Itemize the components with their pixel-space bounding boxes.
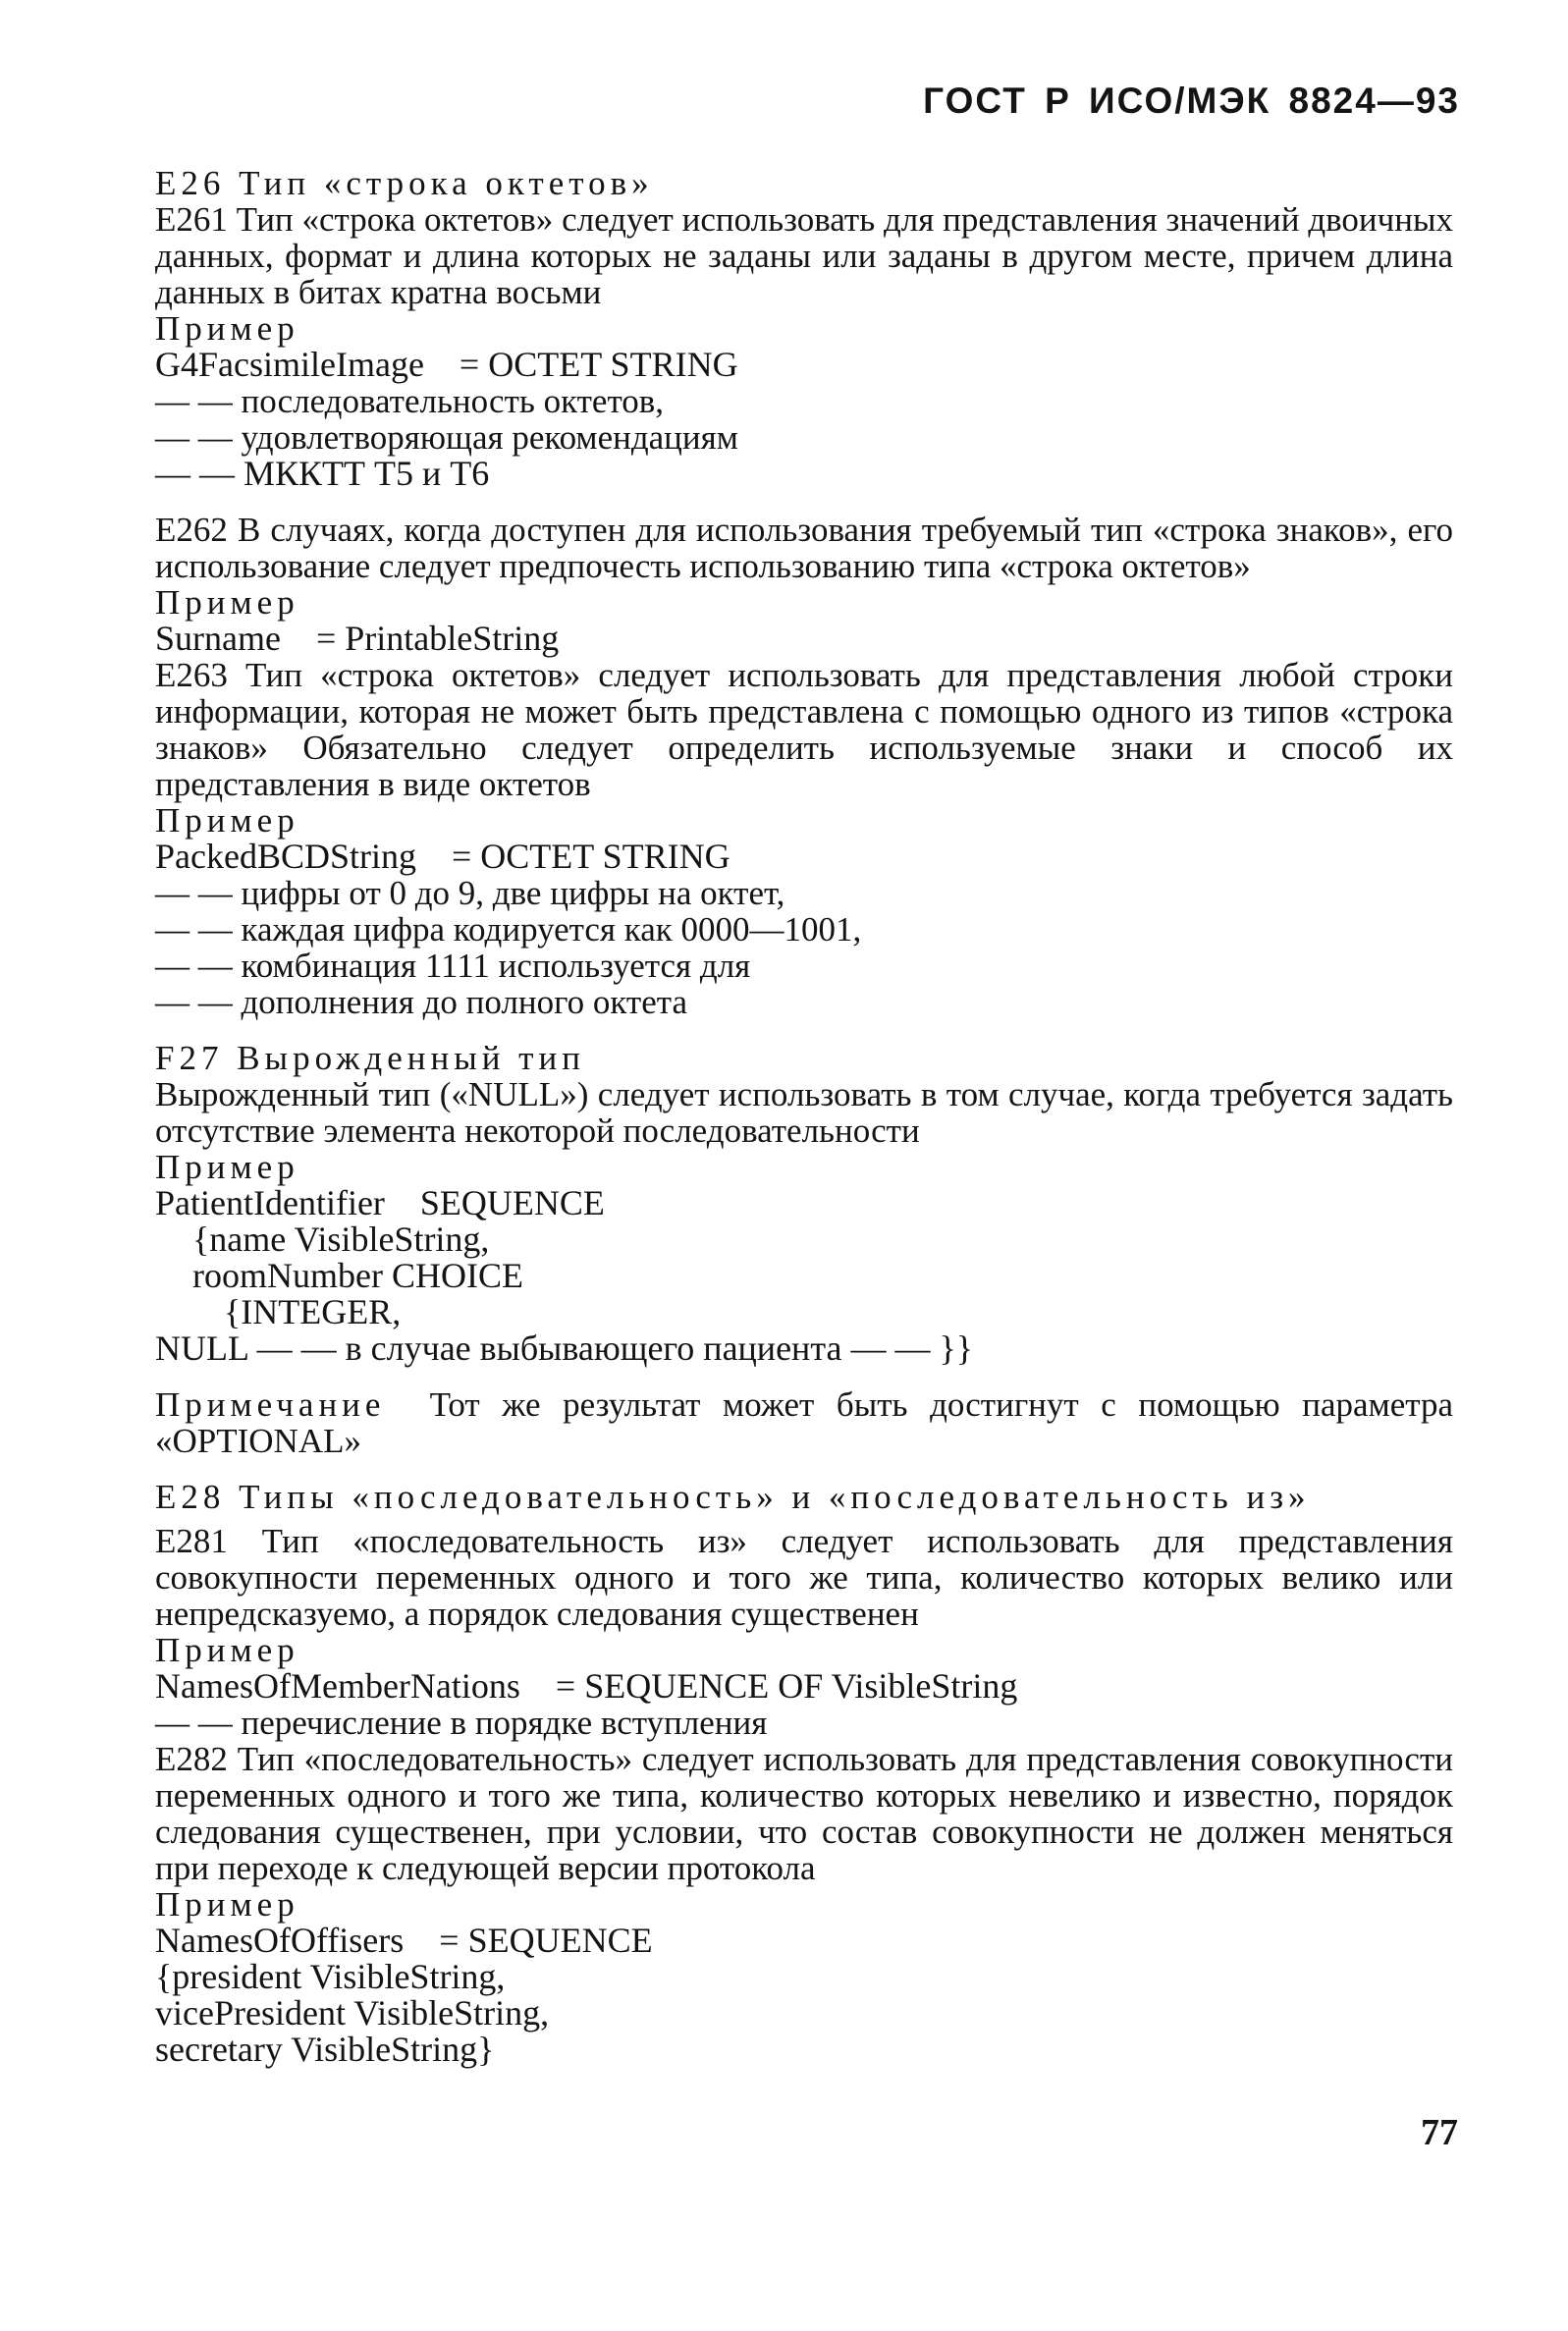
paragraph-f27: Вырожденный тип («NULL») следует использовать в том случае, когда требуется задать отсутствие элемента некоторой последовательности	[155, 1075, 1453, 1150]
example-label: Пример	[155, 309, 299, 348]
code-line: secretary VisibleString}	[155, 2030, 495, 2069]
paragraph-e281: Е281 Тип «последовательность из» следует использовать для представления совокупности переменных одного и того же типа, количество которых велико или непредсказуемо, а порядок следования существенен	[155, 1522, 1453, 1633]
example-label: Пример	[155, 583, 299, 622]
code-line: roomNumber CHOICE	[192, 1256, 523, 1295]
code-comment: — — удовлетворяющая рекомендациям	[155, 418, 738, 457]
code-line: NULL — — в случае выбывающего пациента — — }}	[155, 1328, 974, 1368]
code-line: PatientIdentifier SEQUENCE	[155, 1183, 605, 1222]
code-line: {president VisibleString,	[155, 1957, 506, 1996]
section-heading-e28: Е28 Типы «последовательность» и «последовательность из»	[155, 1478, 1311, 1516]
code-line: {name VisibleString,	[192, 1220, 490, 1259]
code-line: G4FacsimileImage = OCTET STRING	[155, 345, 738, 384]
paragraph-e262: Е262 В случаях, когда доступен для использования требуемый тип «строка знаков», его использование следует предпочесть использованию типа «строка октетов»	[155, 511, 1453, 585]
code-comment: — — цифры от 0 до 9, две цифры на октет,	[155, 874, 785, 912]
paragraph-e263: Е263 Тип «строка октетов» следует использовать для представления любой строки информации, которая не может быть представлена с помощью одного из типов «строка знаков» Обязательно следует определить используемые знаки и способ их представления в виде октетов	[155, 656, 1453, 803]
code-comment: — — дополнения до полного октета	[155, 983, 688, 1021]
note-text: Тот же результат может быть достигнут с помощью параметра «OPTIONAL»	[155, 1385, 1454, 1460]
page-number: 77	[1421, 2112, 1458, 2153]
example-label: Пример	[155, 1631, 299, 1669]
section-heading-e26: Е26 Тип «строка октетов»	[155, 164, 654, 202]
code-comment: — — каждая цифра кодируется как 0000—1001,	[155, 910, 862, 949]
code-line: PackedBCDString = OCTET STRING	[155, 837, 730, 876]
code-line: NamesOfMemberNations = SEQUENCE OF VisibleString	[155, 1666, 1018, 1706]
paragraph-e261: Е261 Тип «строка октетов» следует использовать для представления значений двоичных данных, формат и длина которых не заданы или заданы в другом месте, причем длина данных в битах кратна восьми	[155, 200, 1453, 311]
document-header: ГОСТ Р ИСО/МЭК 8824—93	[923, 81, 1460, 121]
section-heading-f27: F27 Вырожденный тип	[155, 1039, 585, 1077]
code-line: NamesOfOffisers = SEQUENCE	[155, 1921, 653, 1960]
code-comment: — — МККТТ Т5 и Т6	[155, 454, 490, 493]
page-body	[155, 165, 1453, 2068]
note	[155, 1386, 1453, 1459]
code-line: {INTEGER,	[224, 1292, 402, 1331]
code-comment: — — последовательность октетов,	[155, 382, 665, 420]
example-label: Пример	[155, 1885, 299, 1924]
paragraph-e282: Е282 Тип «последовательность» следует использовать для представления совокупности переменных одного и того же типа, количество которых невелико и известно, порядок следования существенен, при условии, что состав совокупности не должен меняться при переходе к следующей версии протокола	[155, 1740, 1453, 1887]
code-comment: — — перечисление в порядке вступления	[155, 1704, 768, 1742]
code-line: Surname = PrintableString	[155, 619, 560, 658]
code-line: vicePresident VisibleString,	[155, 1993, 550, 2033]
example-label: Пример	[155, 1148, 299, 1186]
example-label: Пример	[155, 801, 299, 840]
code-comment: — — комбинация 1111 используется для	[155, 947, 751, 985]
note-label: Примечание	[155, 1385, 386, 1424]
